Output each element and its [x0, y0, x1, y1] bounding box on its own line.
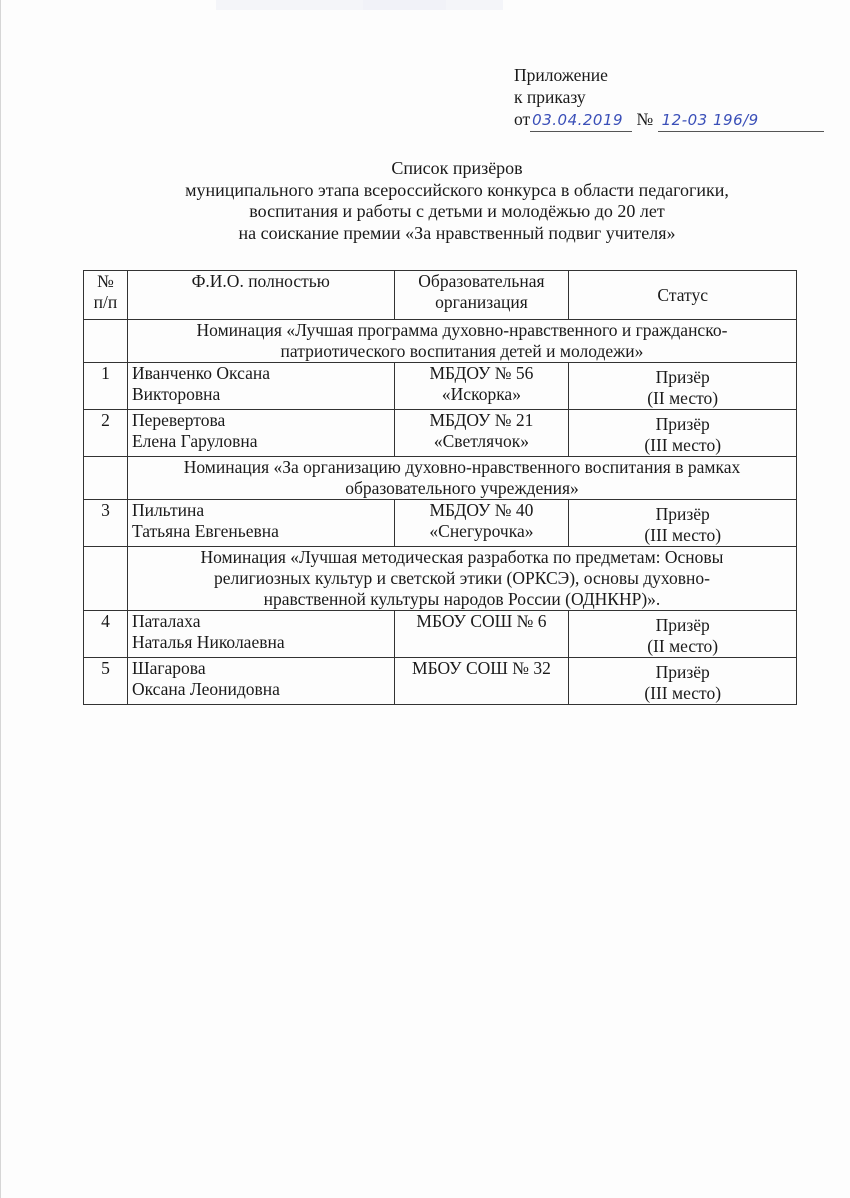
title-line: муниципального этапа всероссийского конкурса в области педагогики, [185, 179, 729, 200]
name-line: Наталья Николаевна [131, 632, 285, 652]
table-row [84, 611, 797, 658]
nomination-title-line: религиозных культур и светской этики (ОРКСЭ), основы духовно- [213, 568, 710, 588]
header-number-line1: № [97, 271, 114, 291]
row-number: 2 [84, 410, 128, 457]
date-value: 03.04.2019 [532, 111, 624, 129]
order-number-field [658, 108, 824, 132]
prize-winners-table [83, 270, 797, 705]
name-line: Шагарова [131, 658, 206, 678]
nomination-empty-cell [84, 457, 128, 500]
status-place: (II место) [647, 388, 719, 408]
table-row [84, 363, 797, 410]
status-place: (III место) [644, 683, 722, 703]
header-org-line1: Образовательная [418, 271, 545, 291]
nomination-title-line: образовательного учреждения» [345, 478, 579, 498]
name-line: Татьяна Евгеньевна [131, 521, 279, 541]
row-number: 4 [84, 611, 128, 658]
row-number: 3 [84, 500, 128, 547]
table-row [84, 410, 797, 457]
nomination-title-line: патриотического воспитания детей и молодежи» [280, 341, 644, 361]
winner-status [569, 658, 797, 705]
from-label: от [514, 109, 531, 129]
org-line: МБДОУ № 21 [429, 410, 534, 430]
appendix-title: Приложение [514, 65, 608, 85]
name-line: Перевертова [131, 410, 226, 430]
title-line: Список призёров [391, 158, 523, 178]
name-line: Викторовна [131, 384, 221, 404]
nomination-row [84, 320, 797, 363]
winner-organization [394, 363, 569, 410]
winner-organization [394, 500, 569, 547]
winner-status [569, 500, 797, 547]
header-number [84, 271, 128, 320]
name-line: Иванченко Оксана [131, 363, 270, 383]
org-line: МБДОУ № 56 [429, 363, 534, 383]
nomination-title [127, 457, 796, 500]
winner-status [569, 410, 797, 457]
row-number: 1 [84, 363, 128, 410]
status-line: Призёр [655, 662, 710, 682]
winner-organization [394, 410, 569, 457]
winner-name [127, 363, 394, 410]
winner-name [127, 611, 394, 658]
appendix-header [514, 64, 824, 132]
document-title [101, 158, 813, 244]
appendix-order-label: к приказу [514, 87, 586, 107]
appendix-date-number-line [514, 108, 824, 132]
header-organization [394, 271, 569, 320]
header-status: Статус [569, 271, 797, 320]
row-number: 5 [84, 658, 128, 705]
nomination-empty-cell [84, 547, 128, 611]
org-line: «Светлячок» [433, 431, 530, 451]
status-place: (III место) [644, 435, 722, 455]
name-line: Оксана Леонидовна [131, 679, 280, 699]
winner-status [569, 611, 797, 658]
winner-name [127, 500, 394, 547]
number-label: № [636, 109, 654, 129]
name-line: Паталаха [131, 611, 201, 631]
nomination-empty-cell [84, 320, 128, 363]
nomination-title [127, 320, 796, 363]
nomination-title-line: Номинация «За организацию духовно-нравственного воспитания в рамках [183, 457, 741, 477]
status-line: Призёр [655, 367, 710, 387]
nomination-title-line: нравственной культуры народов России (ОДНКНР)». [263, 589, 661, 609]
date-field [530, 108, 632, 132]
status-line: Призёр [655, 504, 710, 524]
status-line: Призёр [655, 414, 710, 434]
status-line: Призёр [655, 615, 710, 635]
nomination-row [84, 457, 797, 500]
status-place: (III место) [644, 525, 722, 545]
header-full-name: Ф.И.О. полностью [127, 271, 394, 320]
name-line: Елена Гаруловна [131, 431, 258, 451]
header-number-line2: п/п [93, 292, 118, 312]
winner-name [127, 410, 394, 457]
org-line: МБОУ СОШ № 32 [412, 658, 551, 678]
nomination-title [127, 547, 796, 611]
header-org-line2: организация [435, 292, 528, 312]
nomination-title-line: Номинация «Лучшая методическая разработка по предметам: Основы [200, 547, 724, 567]
org-line: МБДОУ № 40 [429, 500, 534, 520]
nomination-row [84, 547, 797, 611]
table-header-row [84, 271, 797, 320]
table-row [84, 500, 797, 547]
winner-organization [394, 658, 569, 705]
order-number-value: 12-03 196/9 [661, 111, 759, 129]
nomination-title-line: Номинация «Лучшая программа духовно-нравственного и гражданско- [196, 320, 728, 340]
winner-status [569, 363, 797, 410]
org-line: МБОУ СОШ № 6 [416, 611, 547, 631]
org-line: «Искорка» [441, 384, 521, 404]
winner-organization [394, 611, 569, 658]
title-line: воспитания и работы с детьми и молодёжью до 20 лет [249, 201, 665, 221]
title-line: на соискание премии «За нравственный подвиг учителя» [238, 222, 676, 243]
org-line: «Снегурочка» [429, 521, 534, 541]
winner-name [127, 658, 394, 705]
table-row [84, 658, 797, 705]
scan-artifact [363, 0, 503, 10]
name-line: Пильтина [131, 500, 205, 520]
status-place: (II место) [647, 636, 719, 656]
